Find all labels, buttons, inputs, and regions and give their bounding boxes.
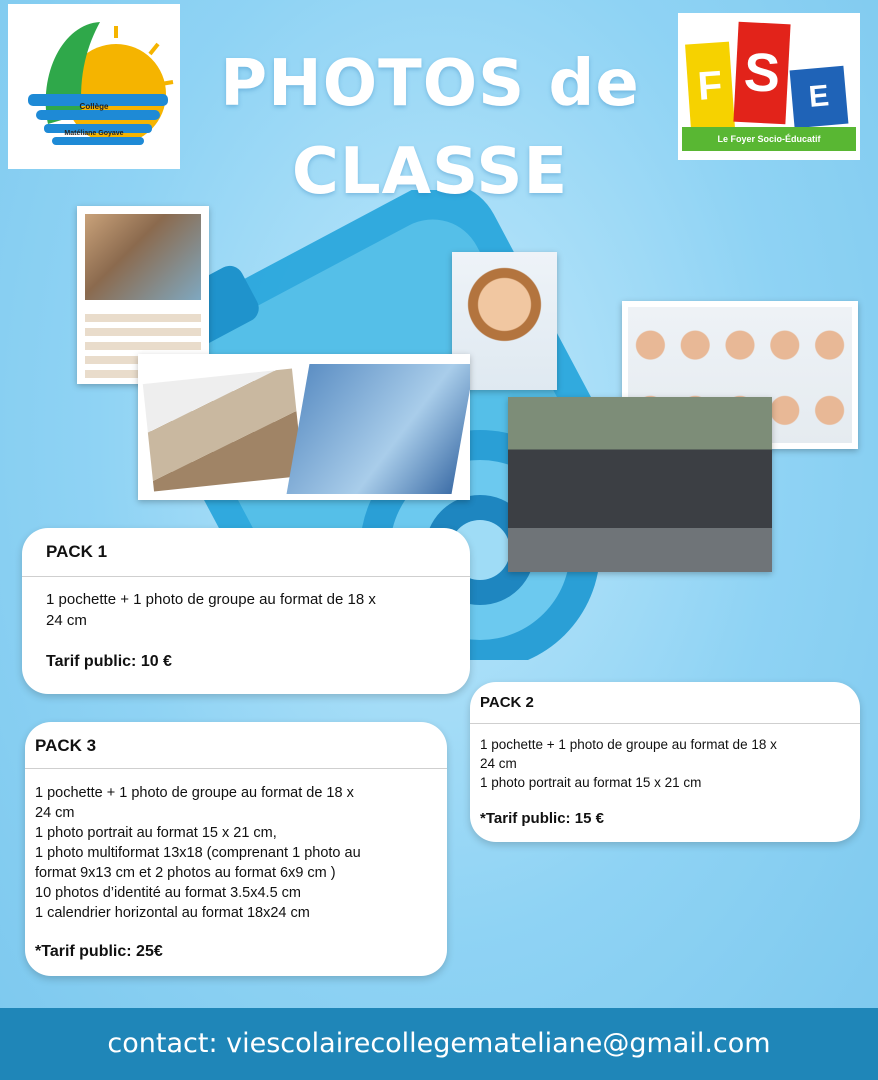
fse-letter-f: F <box>685 42 735 131</box>
pack3-line1: 1 pochette + 1 photo de groupe au format de 18 x <box>35 785 354 801</box>
fse-letter-e: E <box>790 66 849 128</box>
college-logo-graphic <box>8 4 180 169</box>
pack3-card <box>25 722 447 976</box>
contact-email[interactable]: contact: viescolairecollegemateliane@gmail.com <box>107 1028 771 1059</box>
fse-tagline: Le Foyer Socio-Éducatif <box>682 127 856 151</box>
group-photo <box>508 397 772 572</box>
pack3-price: *Tarif public: 25€ <box>35 943 163 960</box>
pack1-card <box>22 528 470 694</box>
pack1-line2: 24 cm <box>46 612 87 629</box>
pack2-line1: 1 pochette + 1 photo de groupe au format de 18 x <box>480 737 777 752</box>
fse-letter-s: S <box>733 22 790 125</box>
pack1-line1: 1 pochette + 1 photo de groupe au format de 18 x <box>46 591 376 608</box>
contact-footer <box>0 1008 878 1080</box>
pack3-line2: 24 cm <box>35 805 75 821</box>
college-logo-line1: Collège <box>79 102 109 111</box>
fse-logo <box>678 13 860 160</box>
pack2-line3: 1 photo portrait au format 15 x 21 cm <box>480 775 702 790</box>
pochette-photo <box>138 354 470 500</box>
pack3-line4: 1 photo multiformat 13x18 (comprenant 1 photo au <box>35 845 361 861</box>
pack2-title: PACK 2 <box>480 694 534 711</box>
pack2-card <box>470 682 860 842</box>
pack1-title: PACK 1 <box>46 542 108 561</box>
pack1-divider <box>22 576 470 577</box>
pack2-divider <box>470 723 860 724</box>
pack3-divider <box>25 768 447 769</box>
pack3-line7: 1 calendrier horizontal au format 18x24 cm <box>35 905 310 921</box>
pack3-title: PACK 3 <box>35 736 97 755</box>
pack3-line3: 1 photo portrait au format 15 x 21 cm, <box>35 825 277 841</box>
page-title <box>190 40 670 216</box>
pack3-line5: format 9x13 cm et 2 photos au format 6x9 cm ) <box>35 865 336 881</box>
pack2-price: *Tarif public: 15 € <box>480 810 604 827</box>
college-logo-line2: Matéliane Goyave <box>64 130 124 137</box>
title-line1: PHOTOS de <box>220 47 640 121</box>
pack3-line6: 10 photos d’identité au format 3.5x4.5 cm <box>35 885 301 901</box>
title-line2: CLASSE <box>291 135 569 209</box>
pack1-price: Tarif public: 10 € <box>46 653 172 670</box>
pack2-line2: 24 cm <box>480 756 517 771</box>
college-logo <box>8 4 180 169</box>
